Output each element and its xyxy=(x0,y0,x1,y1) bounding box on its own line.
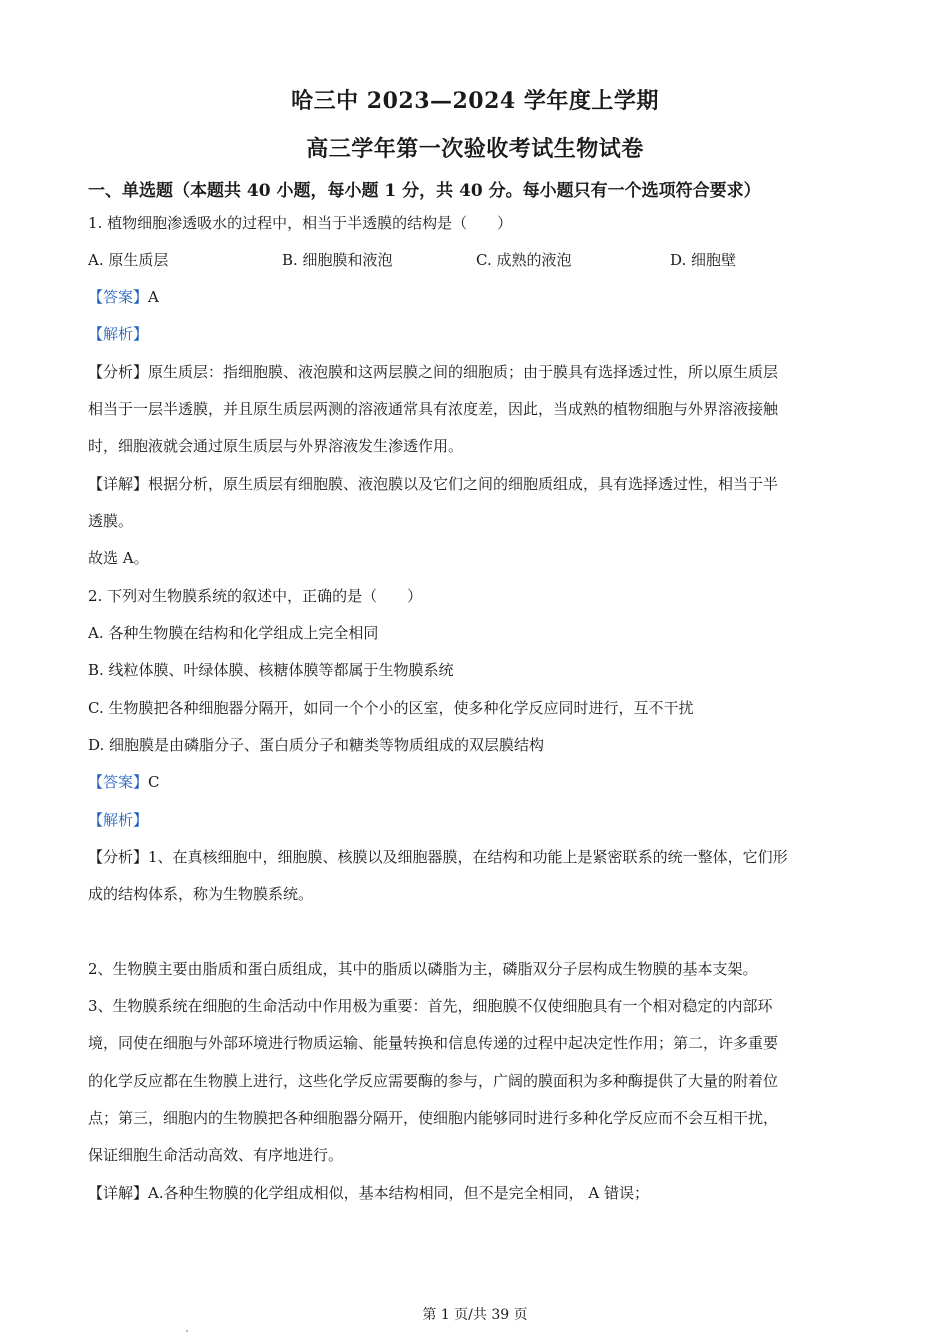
q2-option-c: C. 生物膜把各种细胞器分隔开，如同一个个小的区室，使多种化学反应同时进行，互不干扰 xyxy=(88,699,694,717)
answer-tag: 【答案】 xyxy=(88,773,149,791)
answer-tag: 【答案】 xyxy=(88,288,149,306)
q1-xiangjie-line1 xyxy=(88,473,778,494)
q1-fenxi-line3: 时，细胞液就会通过原生质层与外界溶液发生渗透作用。 xyxy=(88,437,464,455)
q1-fenxi-line1 xyxy=(88,361,778,382)
q2-stem: 2. 下列对生物膜系统的叙述中，正确的是（ ） xyxy=(88,587,423,605)
q1-option-d: D. 细胞壁 xyxy=(670,251,737,269)
fenxi-text: 1、在真核细胞中，细胞膜、核膜以及细胞器膜，在结构和功能上是紧密联系的统一整体，它们形 xyxy=(148,848,788,866)
answer-value: A xyxy=(148,288,159,306)
fenxi-tag: 【分析】 xyxy=(88,363,149,381)
q1-stem: 1. 植物细胞渗透吸水的过程中，相当于半透膜的结构是（ ） xyxy=(88,214,513,232)
answer-value: C xyxy=(148,773,160,791)
q1-analysis-tag: 【解析】 xyxy=(88,325,149,343)
fenxi-text: 原生质层：指细胞膜、液泡膜和这两层膜之间的细胞质；由于膜具有选择透过性，所以原生质层 xyxy=(148,363,779,381)
q2-option-a: A. 各种生物膜在结构和化学组成上完全相同 xyxy=(88,624,379,642)
xiangjie-tag: 【详解】 xyxy=(88,1184,149,1202)
exam-title-line2: 高三学年第一次验收考试生物试卷 xyxy=(306,136,644,162)
q1-option-c: C. 成熟的液泡 xyxy=(476,251,572,269)
q2-point3-line5: 保证细胞生命活动高效、有序地进行。 xyxy=(88,1146,344,1164)
xiangjie-text: 根据分析，原生质层有细胞膜、液泡膜以及它们之间的细胞质组成，具有选择透过性，相当于半 xyxy=(148,475,779,493)
q2-fenxi-line2: 成的结构体系，称为生物膜系统。 xyxy=(88,885,314,903)
q2-point3-line2: 境，同使在细胞与外部环境进行物质运输、能量转换和信息传递的过程中起决定性作用；第二，许多重要 xyxy=(88,1034,779,1052)
q1-fenxi-line2: 相当于一层半透膜，并且原生质层两测的溶液通常具有浓度差，因此，当成熟的植物细胞与外界溶液接触 xyxy=(88,400,779,418)
q2-fenxi-line1 xyxy=(88,846,788,867)
xiangjie-tag: 【详解】 xyxy=(88,475,149,493)
q2-point3-line3: 的化学反应都在生物膜上进行，这些化学反应需要酶的参与，广阔的膜面积为多种酶提供了大量的附着位 xyxy=(88,1072,779,1090)
scan-dot xyxy=(186,1330,188,1332)
q1-xiangjie-line2: 透膜。 xyxy=(88,512,134,530)
exam-title-line1: 哈三中 2023—2024 学年度上学期 xyxy=(291,88,659,114)
q1-answer xyxy=(88,286,159,307)
q2-xiangjie-line1 xyxy=(88,1182,649,1203)
page-footer: 第 1 页/共 39 页 xyxy=(422,1307,528,1323)
q2-option-d: D. 细胞膜是由磷脂分子、蛋白质分子和糖类等物质组成的双层膜结构 xyxy=(88,736,545,754)
xiangjie-text: A.各种生物膜的化学组成相似，基本结构相同，但不是完全相同， A 错误； xyxy=(148,1184,649,1202)
q1-option-b: B. 细胞膜和液泡 xyxy=(282,251,393,269)
q2-point2: 2、生物膜主要由脂质和蛋白质组成，其中的脂质以磷脂为主，磷脂双分子层构成生物膜的基本支架。 xyxy=(88,960,758,978)
q2-answer xyxy=(88,771,160,792)
q1-option-a: A. 原生质层 xyxy=(88,251,169,269)
q2-option-b: B. 线粒体膜、叶绿体膜、核糖体膜等都属于生物膜系统 xyxy=(88,661,454,679)
q1-conclusion: 故选 A。 xyxy=(88,549,149,567)
q2-point3-line4: 点；第三，细胞内的生物膜把各种细胞器分隔开，使细胞内能够同时进行多种化学反应而不会互相干扰， xyxy=(88,1109,779,1127)
fenxi-tag: 【分析】 xyxy=(88,848,149,866)
q2-analysis-tag: 【解析】 xyxy=(88,811,149,829)
q2-point3-line1: 3、生物膜系统在细胞的生命活动中作用极为重要：首先，细胞膜不仅使细胞具有一个相对稳定的内部环 xyxy=(88,997,773,1015)
section-heading: 一、单选题（本题共 40 小题，每小题 1 分，共 40 分。每小题只有一个选项符合要求） xyxy=(88,181,761,201)
